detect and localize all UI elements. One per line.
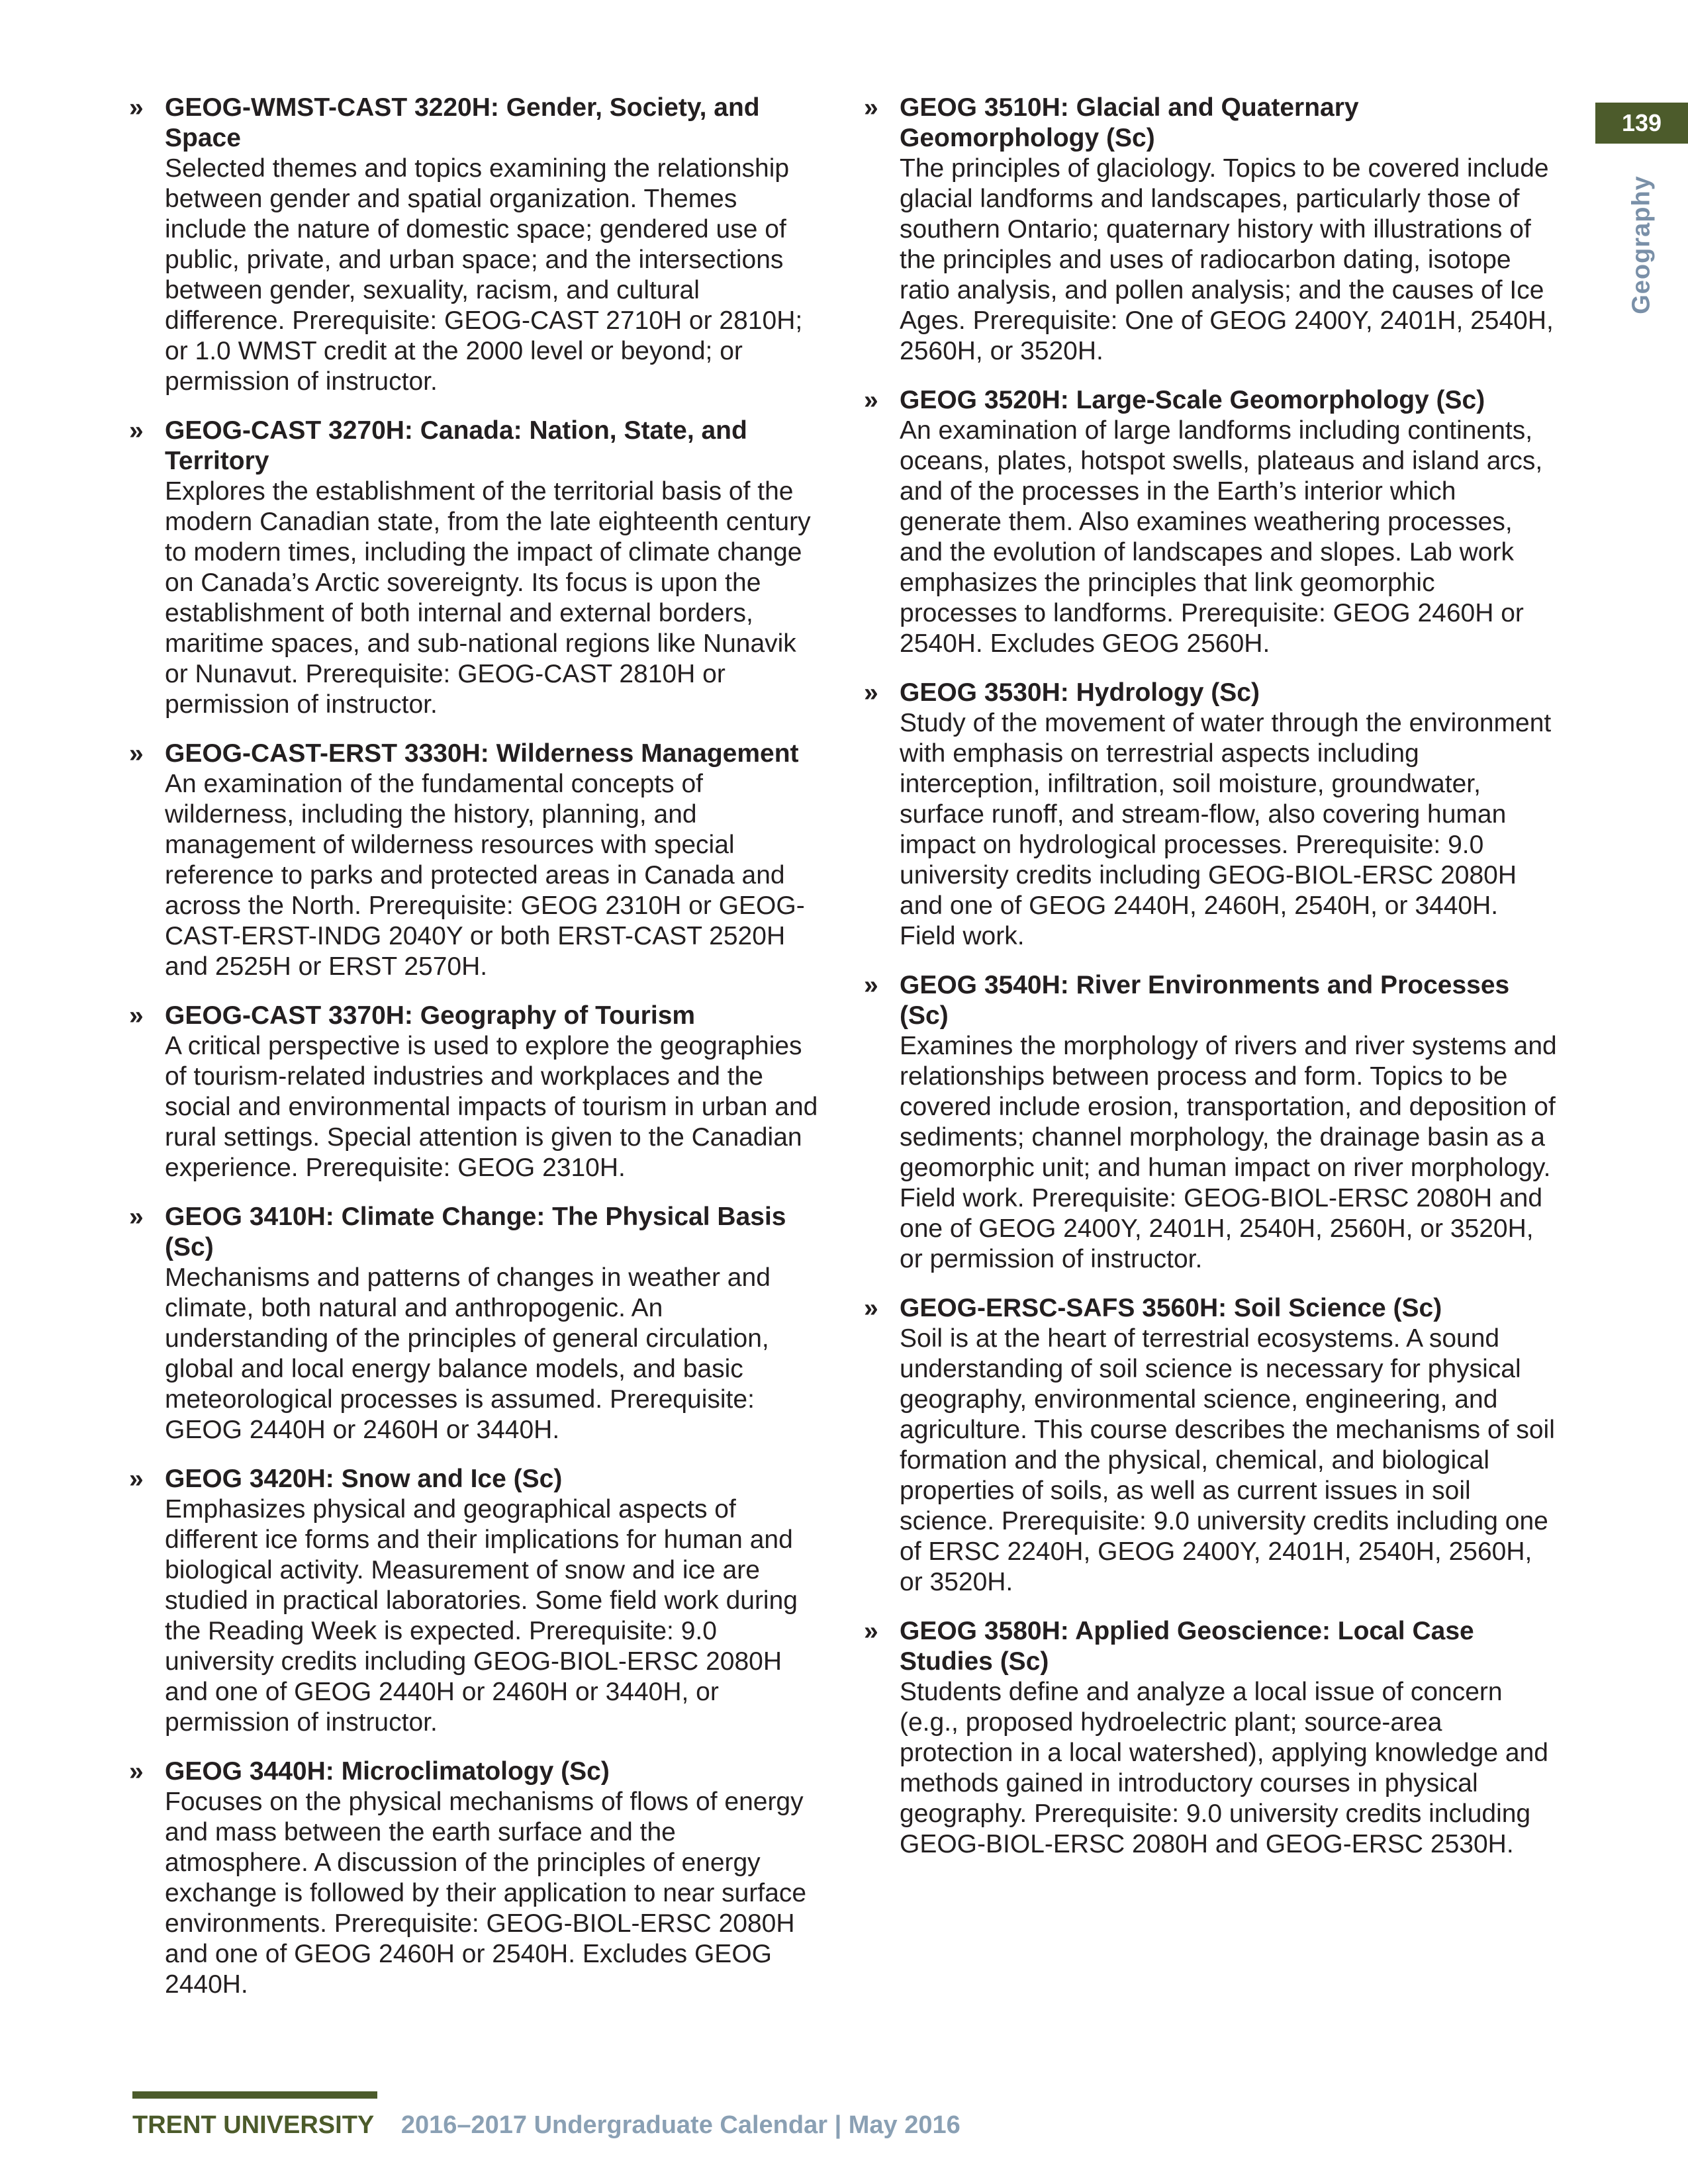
course-description: The principles of glaciology. Topics to be covered include glacial landforms and landscapes, particularly those of southern Ontario; quaternary history with illustrations of the principles and uses of radiocarbon dating, isotope ratio analysis, and pollen analysis; and the causes of Ice Ages. Prerequisite: One of GEOG 2400Y, 2401H, 2540H, 2560H, or 3520H. [900, 154, 1554, 365]
course-description: Students define and analyze a local issue of concern (e.g., proposed hydroelectric plant; source-area protection in a local watershed), applying knowledge and methods gained in introductory courses in physical geography. Prerequisite: 9.0 university credits including GEOG-BIOL-ERSC 2080H and GEOG-ERSC 2530H. [900, 1678, 1548, 1858]
section-tab [1602, 172, 1681, 318]
bullet-marker: » [864, 386, 878, 414]
course-title: GEOG-CAST 3370H: Geography of Tourism [165, 1001, 696, 1030]
course-description: Mechanisms and patterns of changes in weather and climate, both natural and anthropogenic. An understanding of the principles of general circulation, global and local energy balance models, and basic meteorological processes is assumed. Prerequisite: GEOG 2440H or 2460H or 3440H. [165, 1263, 771, 1444]
bullet-marker: » [864, 678, 878, 707]
course-description: A critical perspective is used to explore the geographies of tourism-related industries and workplaces and the social and environmental impacts of tourism in urban and rural settings. Special attention is given to the Canadian experience. Prerequisite: GEOG 2310H. [165, 1032, 818, 1182]
course-entry [864, 678, 1559, 952]
bullet-marker: » [129, 1203, 144, 1231]
course-description: An examination of the fundamental concepts of wilderness, including the history, planning, and management of wilderness resources with special reference to parks and protected areas in Canada and across the North. Prerequisite: GEOG 2310H or GEOG-CAST-ERST-INDG 2040Y or both ERST-CAST 2520H and 2525H or ERST 2570H. [165, 770, 805, 981]
bullet-marker: » [129, 93, 144, 122]
course-entry [864, 970, 1559, 1275]
section-label: Geography [1627, 175, 1656, 314]
course-description: Selected themes and topics examining the relationship between gender and spatial organization. Themes include the nature of domestic space; gendered use of public, private, and urban space; and the intersections between gender, sexuality, racism, and cultural difference. Prerequisite: GEOG-CAST 2710H or 2810H; or 1.0 WMST credit at the 2000 level or beyond; or permission of instructor. [165, 154, 803, 396]
bullet-marker: » [129, 416, 144, 445]
course-description: Soil is at the heart of terrestrial ecosystems. A sound understanding of soil science is necessary for physical geography, environmental science, engineering, and agriculture. This course describes the mechanisms of soil formation and the physical, chemical, and biological properties of soils, as well as current issues in soil science. Prerequisite: 9.0 university credits including one of ERSC 2240H, GEOG 2400Y, 2401H, 2540H, 2560H, or 3520H. [900, 1324, 1555, 1596]
course-description: Explores the establishment of the territorial basis of the modern Canadian state, from the late eighteenth century to modern times, including the impact of climate change on Canada’s Arctic sovereignty. Its focus is upon the establishment of both internal and external borders, maritime spaces, and sub-national regions like Nunavik or Nunavut. Prerequisite: GEOG-CAST 2810H or permission of instructor. [165, 477, 811, 719]
course-entry [129, 739, 824, 982]
bullet-marker: » [864, 971, 878, 999]
right-column [864, 93, 1559, 1878]
course-description: Examines the morphology of rivers and river systems and relationships between process and form. Topics to be covered include erosion, transportation, and deposition of sediments; channel morphology, the drainage basin as a geomorphic unit; and human impact on river morphology. Field work. Prerequisite: GEOG-BIOL-ERSC 2080H and one of GEOG 2400Y, 2401H, 2540H, 2560H, or 3520H, or permission of instructor. [900, 1032, 1557, 1273]
course-title: GEOG-ERSC-SAFS 3560H: Soil Science (Sc) [900, 1294, 1442, 1322]
footer-rule [132, 2091, 377, 2099]
course-entry [864, 1293, 1559, 1598]
course-title: GEOG-CAST-ERST 3330H: Wilderness Management [165, 739, 799, 768]
bullet-marker: » [129, 1001, 144, 1030]
course-entry [864, 93, 1559, 367]
course-entry [129, 1202, 824, 1445]
page-number-badge: 139 [1595, 103, 1688, 144]
bullet-marker: » [129, 739, 144, 768]
course-description: Focuses on the physical mechanisms of flows of energy and mass between the earth surface and the atmosphere. A discussion of the principles of energy exchange is followed by their application to near surface environments. Prerequisite: GEOG-BIOL-ERSC 2080H and one of GEOG 2460H or 2540H. Excludes GEOG 2440H. [165, 1788, 807, 1999]
course-title: GEOG 3580H: Applied Geoscience: Local Case Studies (Sc) [900, 1617, 1474, 1676]
course-description: Emphasizes physical and geographical aspects of different ice forms and their implications for human and biological activity. Measurement of snow and ice are studied in practical laboratories. Some field work during the Reading Week is expected. Prerequisite: 9.0 university credits including GEOG-BIOL-ERSC 2080H and one of GEOG 2440H or 2460H or 3440H, or permission of instructor. [165, 1495, 798, 1737]
bullet-marker: » [129, 1465, 144, 1493]
course-entry [129, 93, 824, 397]
course-title: GEOG 3420H: Snow and Ice (Sc) [165, 1465, 563, 1493]
course-title: GEOG-CAST 3270H: Canada: Nation, State, and Territory [165, 416, 747, 475]
course-entry [864, 1616, 1559, 1860]
course-entry [129, 416, 824, 720]
course-entry [129, 1756, 824, 2000]
course-title: GEOG-WMST-CAST 3220H: Gender, Society, and Space [165, 93, 760, 152]
footer-university: TRENT UNIVERSITY [132, 2111, 375, 2139]
bullet-marker: » [864, 93, 878, 122]
bullet-marker: » [129, 1757, 144, 1786]
course-description: Study of the movement of water through the environment with emphasis on terrestrial aspects including interception, infiltration, soil moisture, groundwater, surface runoff, and stream-flow, also covering human impact on hydrological processes. Prerequisite: 9.0 university credits including GEOG-BIOL-ERSC 2080H and one of GEOG 2440H, 2460H, 2540H, or 3440H. Field work. [900, 709, 1552, 950]
course-title: GEOG 3510H: Glacial and Quaternary Geomorphology (Sc) [900, 93, 1359, 152]
footer-calendar: 2016–2017 Undergraduate Calendar | May 2016 [400, 2111, 961, 2139]
course-title: GEOG 3410H: Climate Change: The Physical Basis (Sc) [165, 1203, 786, 1261]
bullet-marker: » [864, 1294, 878, 1322]
course-description: An examination of large landforms including continents, oceans, plates, hotspot swells, plateaus and island arcs, and of the processes in the Earth’s interior which generate them. Also examines weathering processes, and the evolution of landscapes and slopes. Lab work emphasizes the principles that link geomorphic processes to landforms. Prerequisite: GEOG 2460H or 2540H. Excludes GEOG 2560H. [900, 416, 1543, 658]
left-column [129, 93, 824, 2019]
course-title: GEOG 3540H: River Environments and Processes (Sc) [900, 971, 1510, 1030]
bullet-marker: » [864, 1617, 878, 1645]
course-title: GEOG 3440H: Microclimatology (Sc) [165, 1757, 610, 1786]
course-title: GEOG 3520H: Large-Scale Geomorphology (Sc) [900, 386, 1485, 414]
footer [132, 2111, 961, 2140]
course-entry [129, 1001, 824, 1183]
course-entry [864, 385, 1559, 659]
course-entry [129, 1464, 824, 1738]
course-title: GEOG 3530H: Hydrology (Sc) [900, 678, 1260, 707]
